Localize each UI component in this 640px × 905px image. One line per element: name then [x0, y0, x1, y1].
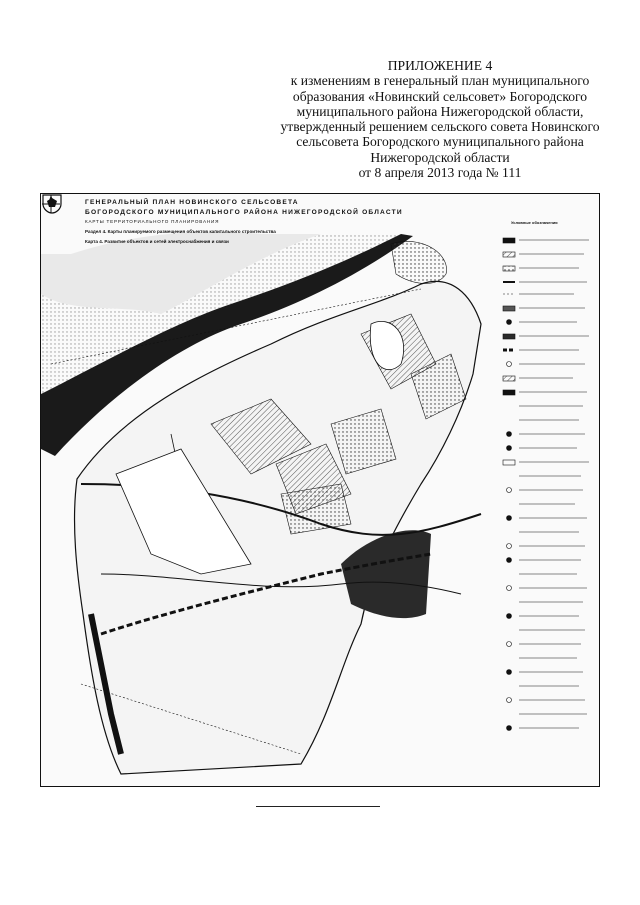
north-arrow-icon	[41, 194, 61, 214]
appendix-title: ПРИЛОЖЕНИЕ 4	[387, 58, 493, 73]
map-title-line: ГЕНЕРАЛЬНЫЙ ПЛАН НОВИНСКОГО СЕЛЬСОВЕТА	[85, 199, 299, 206]
appendix-line: муниципального района Нижегородской области,	[296, 103, 584, 119]
appendix-line: к изменениям в генеральный план муниципального	[290, 73, 590, 89]
legend-symbols	[499, 208, 599, 748]
map-legend	[499, 208, 599, 748]
appendix-heading	[250, 58, 630, 180]
appendix-line: Нижегородской области	[370, 149, 510, 165]
lake	[391, 241, 447, 283]
footer-rule	[256, 806, 380, 807]
appendix-line: сельсовета Богородского муниципального района	[296, 134, 584, 150]
map-subtitle: КАРТЫ ТЕРРИТОРИАЛЬНОГО ПЛАНИРОВАНИЯ	[85, 219, 220, 224]
map-section-info	[85, 227, 276, 247]
appendix-date: от 8 апреля 2013 года № 111	[358, 165, 522, 181]
map-card-label: Карта 4. Развитие объектов и сетей электроснабжения и связи	[85, 239, 229, 244]
map-title-line: БОГОРОДСКОГО МУНИЦИПАЛЬНОГО РАЙОНА НИЖЕГОРОДСКОЙ ОБЛАСТИ	[85, 209, 403, 216]
appendix-line: утвержденный решением сельского совета Новинского	[280, 119, 600, 135]
legend-title: Условные обозначения	[511, 220, 558, 225]
map-section-label: Раздел 4. Карты планируемого размещения объектов капитального строительства	[85, 229, 276, 234]
appendix-line: образования «Новинский сельсовет» Богородского	[292, 88, 588, 104]
map-sheet	[40, 193, 600, 787]
map-title	[85, 198, 403, 218]
